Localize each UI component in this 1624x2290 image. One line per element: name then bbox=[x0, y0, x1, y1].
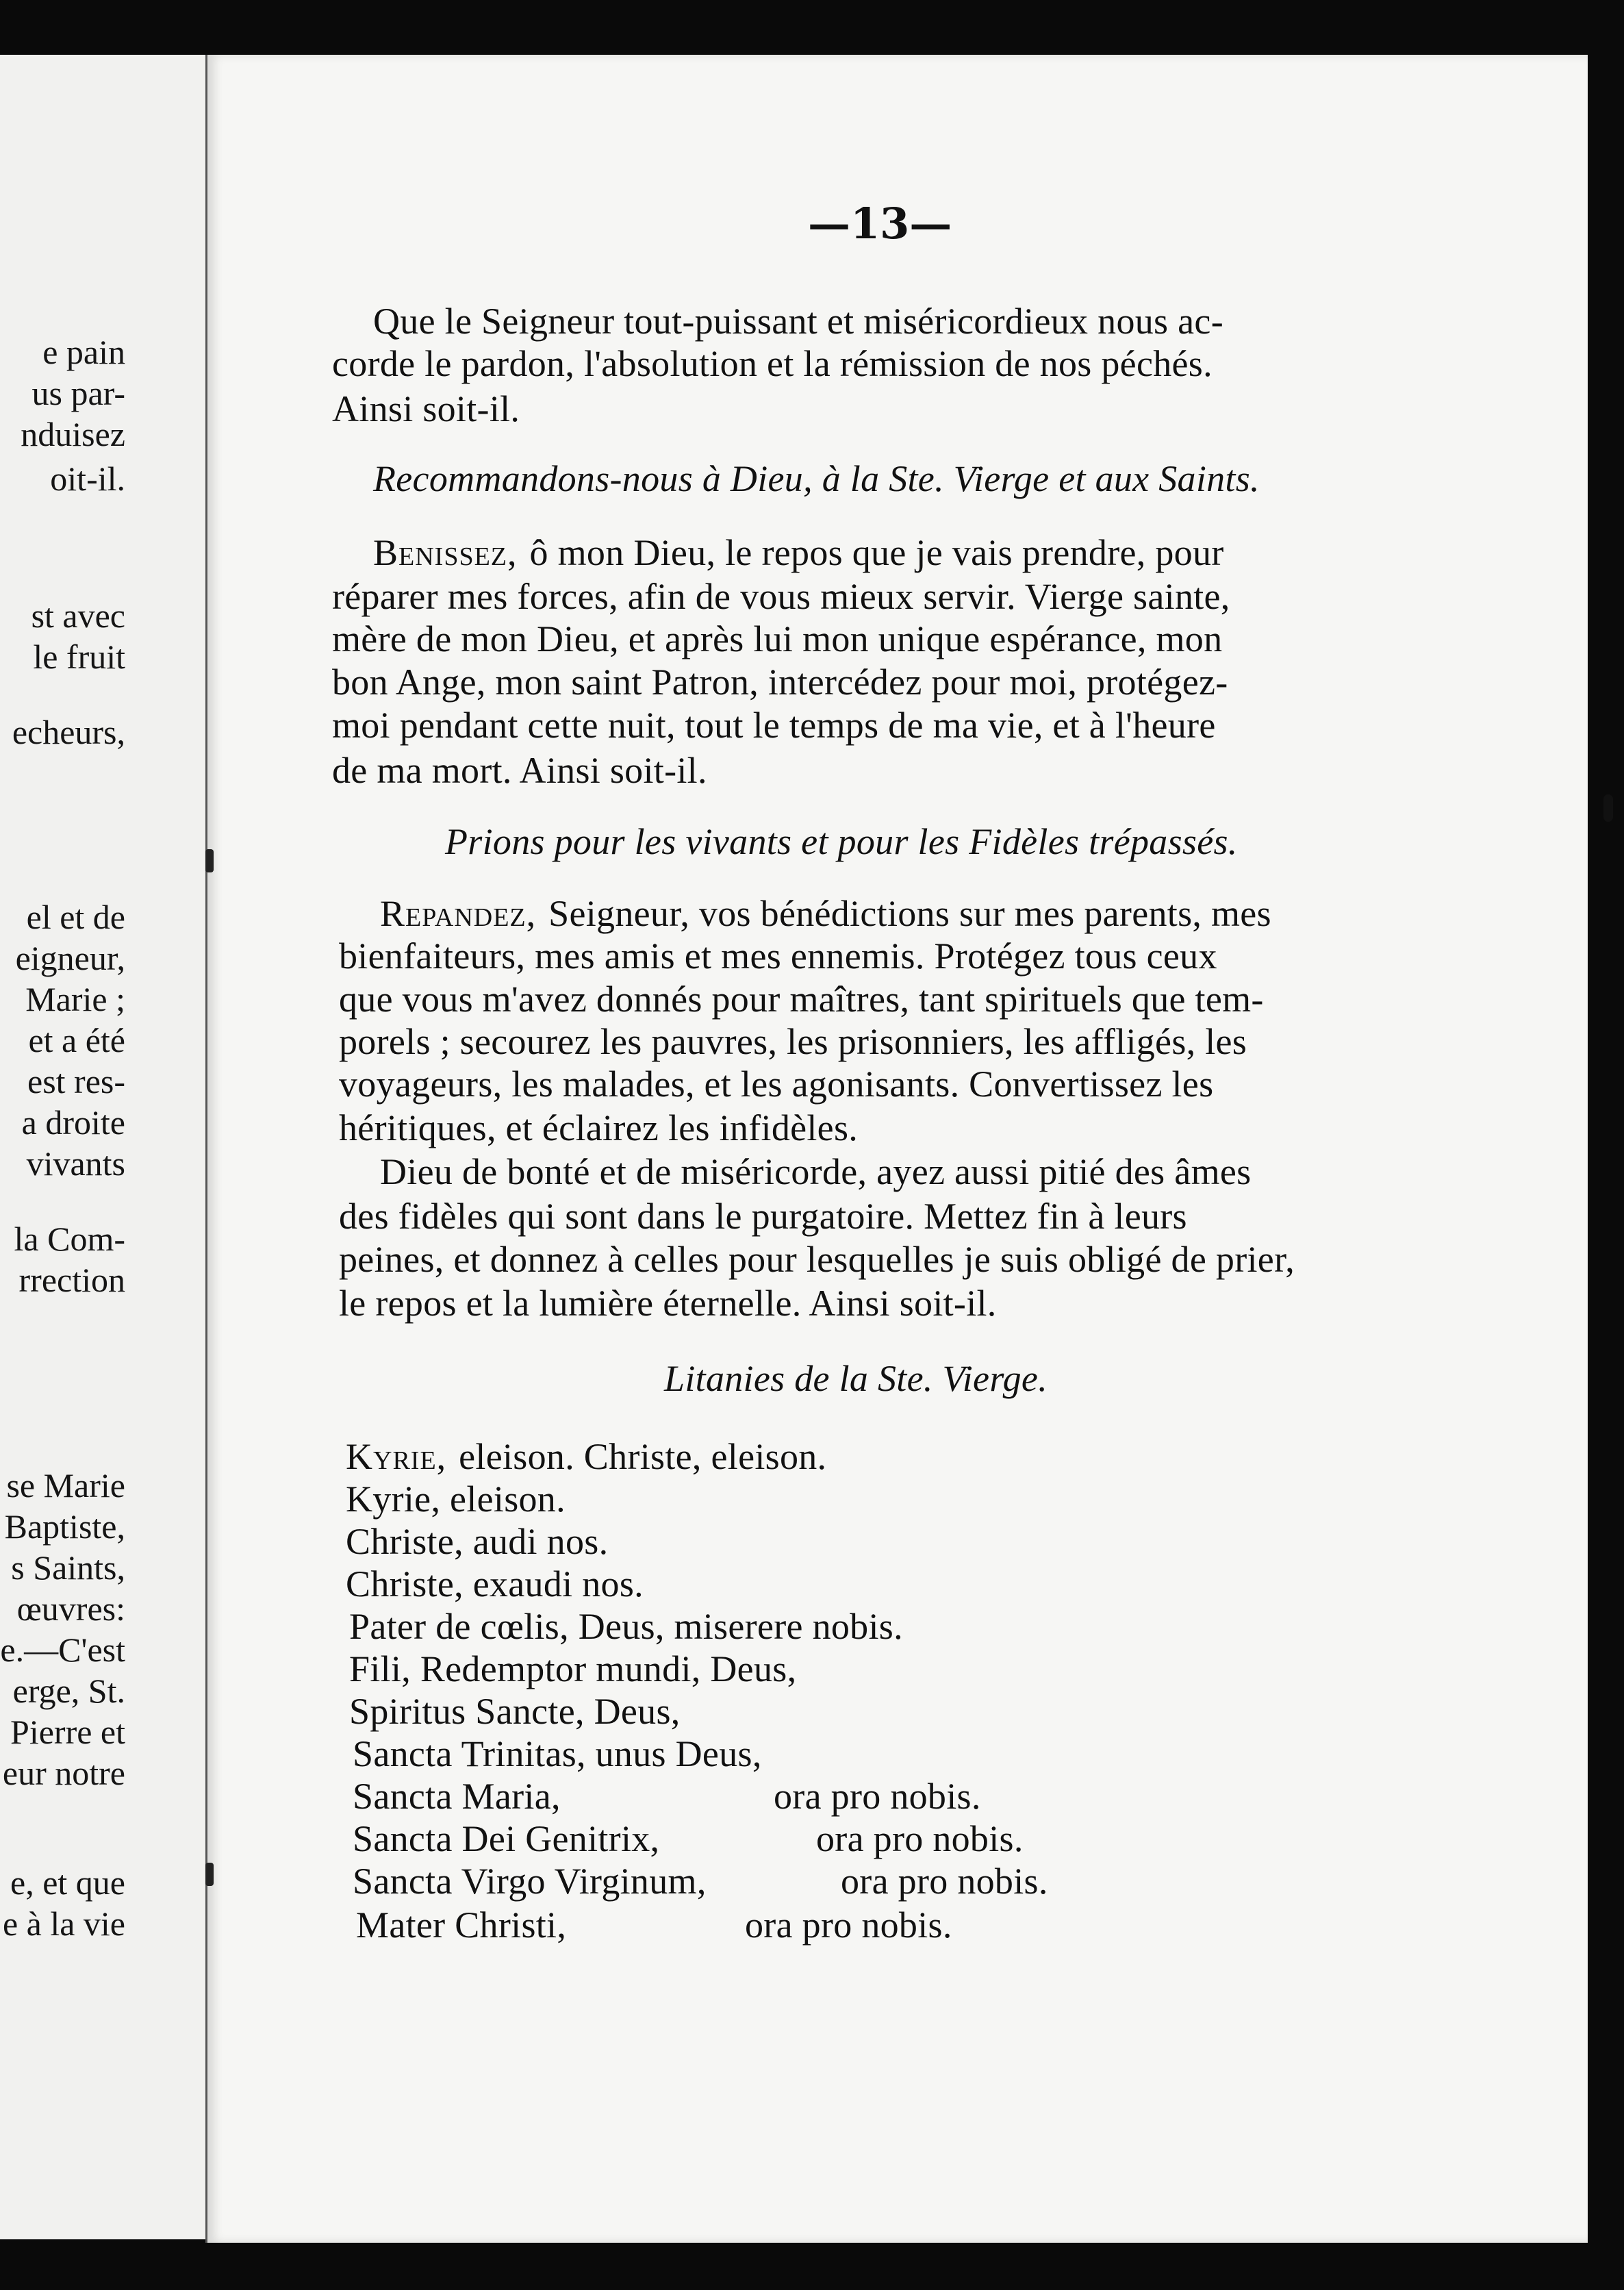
left-page-line: oit-il. bbox=[50, 460, 125, 498]
litany-line: Spiritus Sancte, Deus, bbox=[349, 1691, 681, 1732]
left-page-line: rrection bbox=[18, 1261, 125, 1299]
left-page-line: et a été bbox=[28, 1021, 125, 1059]
left-page-line: eigneur, bbox=[15, 939, 125, 977]
body-line: de ma mort. Ainsi soit-il. bbox=[332, 750, 707, 791]
drop-word: Repandez, bbox=[380, 893, 537, 934]
body-line: Dieu de bonté et de miséricorde, ayez aussi pitié des âmes bbox=[380, 1151, 1252, 1192]
left-page-line: Pierre et bbox=[10, 1713, 125, 1751]
left-page-line: eur notre bbox=[2, 1754, 125, 1792]
drop-word: Kyrie, bbox=[346, 1436, 447, 1477]
litany-line bbox=[346, 1435, 826, 1478]
body-line: porels ; secourez les pauvres, les prisonniers, les affligés, les bbox=[339, 1021, 1247, 1062]
litany-line: Christe, exaudi nos. bbox=[346, 1563, 644, 1605]
left-page-line: echeurs, bbox=[12, 713, 125, 751]
body-line: voyageurs, les malades, et les agonisants. Convertissez les bbox=[339, 1064, 1214, 1105]
spine-binding-mark bbox=[205, 1863, 214, 1886]
body-line: moi pendant cette nuit, tout le temps de ma vie, et à l'heure bbox=[332, 705, 1216, 746]
edge-mark bbox=[1603, 794, 1613, 822]
litany-response: ora pro nobis. bbox=[816, 1818, 1024, 1859]
left-page-line: e pain bbox=[42, 333, 125, 371]
left-page-line: us par- bbox=[31, 374, 125, 412]
left-facing-page bbox=[0, 55, 219, 2239]
left-page-line: el et de bbox=[26, 898, 125, 936]
litany-line: Christe, audi nos. bbox=[346, 1521, 609, 1562]
body-line: Que le Seigneur tout-puissant et miséricordieux nous ac- bbox=[373, 301, 1223, 342]
litany-line: Kyrie, eleison. bbox=[346, 1479, 566, 1520]
body-line: que vous m'avez donnés pour maîtres, tant spirituels que tem- bbox=[339, 979, 1264, 1020]
litany-response: ora pro nobis. bbox=[841, 1861, 1048, 1902]
left-page-line: e.—C'est bbox=[0, 1631, 125, 1669]
body-line bbox=[380, 892, 1271, 935]
litany-response: ora pro nobis. bbox=[745, 1904, 952, 1946]
body-line bbox=[373, 531, 1224, 574]
litany-invocation: Sancta Maria, bbox=[353, 1776, 561, 1817]
section-heading: Prions pour les vivants et pour les Fidèles trépassés. bbox=[445, 821, 1238, 862]
body-line: bon Ange, mon saint Patron, intercédez pour moi, protégez- bbox=[332, 662, 1228, 703]
page-number: —13— bbox=[808, 199, 952, 249]
left-page-line: Marie ; bbox=[25, 980, 125, 1018]
section-heading: Litanies de la Ste. Vierge. bbox=[664, 1358, 1048, 1399]
body-line: des fidèles qui sont dans le purgatoire. Mettez fin à leurs bbox=[339, 1196, 1187, 1237]
left-page-line: erge, St. bbox=[12, 1672, 125, 1710]
left-page-line: Baptiste, bbox=[4, 1507, 125, 1546]
left-page-line: est res- bbox=[27, 1062, 125, 1100]
body-line: peines, et donnez à celles pour lesquelles je suis obligé de prier, bbox=[339, 1239, 1295, 1280]
left-page-line: a droite bbox=[21, 1103, 125, 1142]
spine-binding-mark bbox=[205, 849, 214, 872]
litany-invocation: Sancta Virgo Virginum, bbox=[353, 1861, 707, 1902]
left-page-line: la Com- bbox=[14, 1220, 125, 1258]
litany-invocation: Sancta Dei Genitrix, bbox=[353, 1818, 660, 1859]
litany-response: ora pro nobis. bbox=[774, 1776, 981, 1817]
left-page-line: s Saints, bbox=[11, 1548, 125, 1587]
left-page-line: œuvres: bbox=[16, 1589, 125, 1628]
left-page-line: e à la vie bbox=[2, 1904, 125, 1943]
left-page-line: se Marie bbox=[6, 1466, 125, 1505]
litany-line: Fili, Redemptor mundi, Deus, bbox=[349, 1648, 797, 1689]
left-page-line: e, et que bbox=[10, 1863, 125, 1902]
litany-text: eleison. Christe, eleison. bbox=[459, 1436, 827, 1477]
litany-invocation: Mater Christi, bbox=[356, 1904, 567, 1946]
body-line: le repos et la lumière éternelle. Ainsi soit-il. bbox=[339, 1283, 997, 1324]
left-page-line: vivants bbox=[26, 1144, 125, 1183]
left-page-line: st avec bbox=[31, 596, 125, 635]
body-text: Seigneur, vos bénédictions sur mes parents, mes bbox=[548, 893, 1271, 934]
body-line: réparer mes forces, afin de vous mieux servir. Vierge sainte, bbox=[332, 576, 1230, 617]
left-page-line: nduisez bbox=[21, 415, 125, 453]
body-line: Ainsi soit-il. bbox=[332, 388, 520, 429]
litany-line: Sancta Trinitas, unus Deus, bbox=[353, 1733, 762, 1774]
body-line: bienfaiteurs, mes amis et mes ennemis. Protégez tous ceux bbox=[339, 935, 1217, 977]
section-heading: Recommandons-nous à Dieu, à la Ste. Vierge et aux Saints. bbox=[373, 458, 1260, 499]
body-line: corde le pardon, l'absolution et la rémission de nos péchés. bbox=[332, 343, 1213, 384]
drop-word: Benissez, bbox=[373, 532, 518, 573]
left-page-line: le fruit bbox=[33, 638, 125, 676]
body-line: héritiques, et éclairez les infidèles. bbox=[339, 1107, 859, 1148]
body-line: mère de mon Dieu, et après lui mon unique espérance, mon bbox=[332, 618, 1223, 659]
body-text: ô mon Dieu, le repos que je vais prendre, pour bbox=[529, 532, 1224, 573]
litany-line: Pater de cœlis, Deus, miserere nobis. bbox=[349, 1606, 903, 1647]
